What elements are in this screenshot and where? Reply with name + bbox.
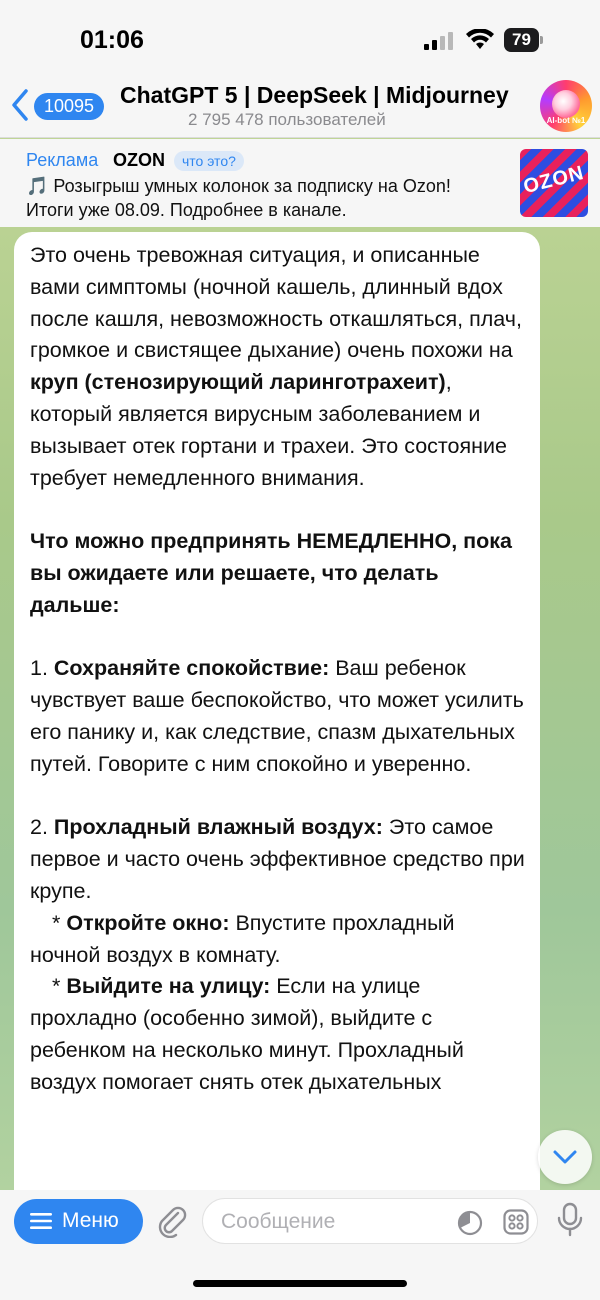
menu-label: Меню — [62, 1209, 119, 1232]
wifi-icon — [466, 29, 494, 51]
back-chevron-icon[interactable] — [10, 88, 30, 122]
list-item: 1. Сохраняйте спокойствие: Ваш ребенок чувствует ваше беспокойство, что может усилить его панику и, как следствие, спазм дыхательных путей. Говорите с ним спокойно и уверенно. — [30, 656, 524, 776]
home-indicator — [193, 1280, 407, 1287]
status-time: 01:06 — [80, 26, 144, 54]
battery-indicator — [504, 28, 544, 52]
ad-text: 🎵 Розыгрыш умных колонок за подписку на Ozon! Итоги уже 08.09. Подробнее в канале. — [26, 176, 451, 220]
battery-level: 79 — [504, 28, 539, 52]
ozon-logo[interactable] — [520, 149, 588, 217]
message-bubble[interactable] — [14, 232, 540, 1190]
avatar-logo-icon — [552, 90, 580, 118]
sub-list-item: * Откройте окно: Впустите прохладный ночной воздух в комнату. — [30, 910, 455, 967]
status-bar — [0, 0, 600, 76]
ad-label: Реклама — [26, 150, 99, 170]
scroll-down-button[interactable] — [538, 1130, 592, 1184]
hamburger-icon — [30, 1212, 52, 1230]
sticker-icon[interactable] — [503, 1209, 529, 1235]
sponsored-ad[interactable] — [0, 139, 600, 227]
ad-what-is-this-button[interactable]: что это? — [174, 151, 244, 171]
paperclip-icon[interactable] — [156, 1204, 188, 1238]
timer-icon[interactable] — [457, 1210, 483, 1236]
message-text — [30, 240, 526, 1099]
back-unread-badge[interactable]: 10095 — [34, 93, 104, 120]
chat-header — [0, 76, 600, 138]
message-input[interactable] — [202, 1198, 538, 1244]
chat-title[interactable]: ChatGPT 5 | DeepSeek | Midjourney — [120, 82, 509, 108]
menu-button[interactable] — [14, 1199, 143, 1244]
chat-area[interactable] — [0, 228, 600, 1190]
sub-list-item: * Выйдите на улицу: Если на улице прохладно (особенно зимой), выйдите с ребенком на несколько минут. Прохладный воздух помогает снять отек дыхательных — [30, 974, 464, 1094]
avatar-label: AI-bot №1 — [546, 116, 586, 125]
signal-icon — [424, 32, 456, 50]
microphone-icon[interactable] — [556, 1202, 584, 1238]
channel-avatar[interactable] — [540, 80, 592, 132]
list-item: 2. Прохладный влажный воздух: Это самое первое и часто очень эффективное средство при крупе. — [30, 815, 525, 903]
message-heading: Что можно предпринять НЕМЕДЛЕННО, пока вы ожидаете или решаете, что делать дальше: — [30, 529, 512, 617]
message-placeholder: Сообщение — [221, 1210, 336, 1233]
ozon-logo-text: OZON — [521, 161, 587, 199]
battery-cap — [540, 36, 543, 44]
chevron-down-icon — [552, 1147, 578, 1167]
message-paragraph: Это очень тревожная ситуация, и описанные вами симптомы (ночной кашель, длинный вдох после кашля, невозможность откашляться, плач, громкое и свистящее дыхание) очень похожи на круп (стенозирующий ларинготрахеит), который является вирусным заболеванием и вызывает отек гортани и трахеи. Это состояние требует немедленного внимания. — [30, 243, 522, 490]
ad-brand: OZON — [113, 150, 165, 170]
chat-subscriber-count: 2 795 478 пользователей — [188, 110, 386, 129]
